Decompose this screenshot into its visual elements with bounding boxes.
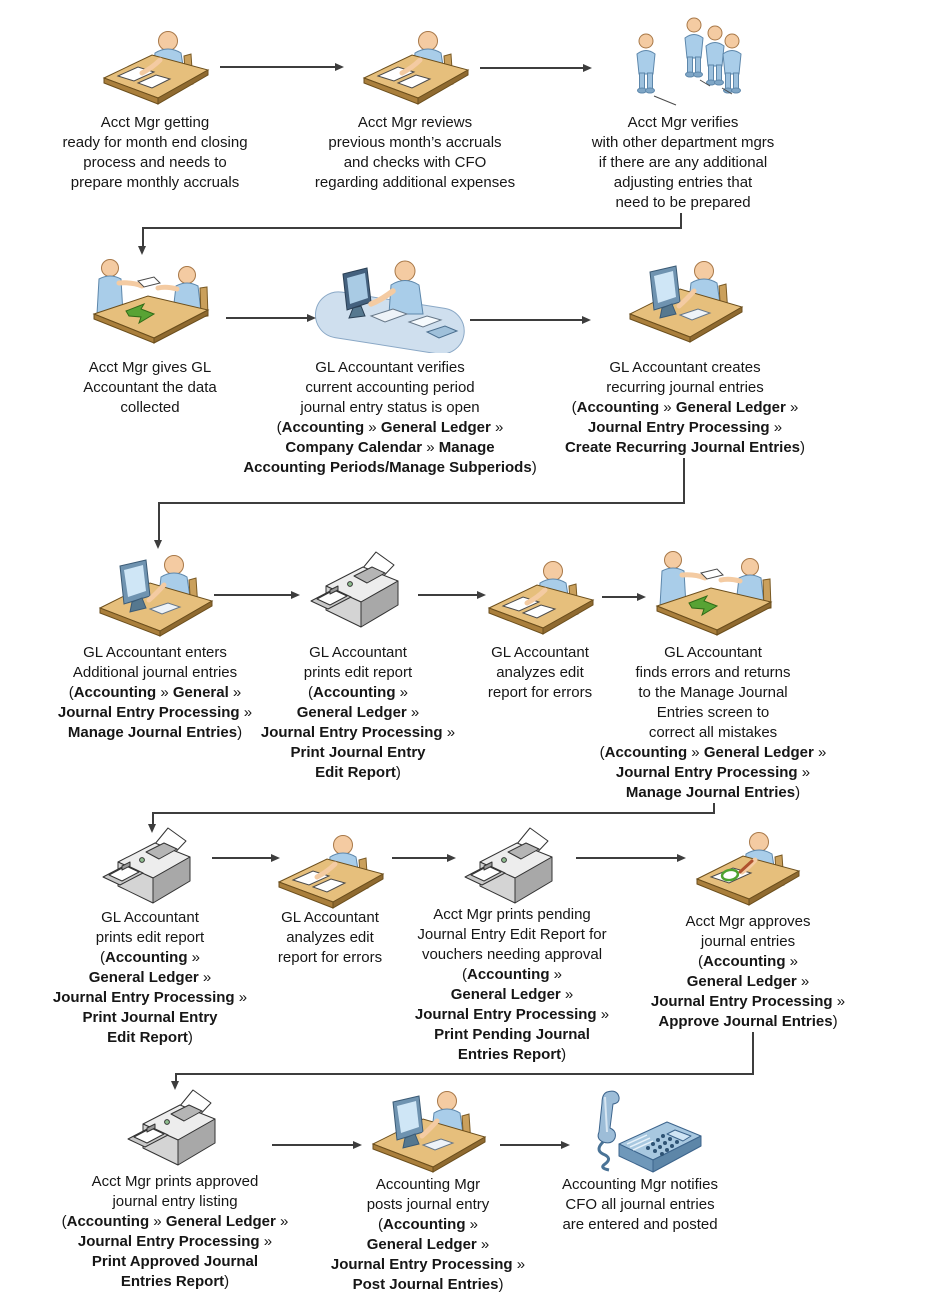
- flow-arrow: [226, 317, 308, 319]
- caption-line: (Accounting »: [461, 966, 562, 983]
- caption-line: Print Approved Journal: [91, 1253, 259, 1270]
- flow-arrow: [602, 596, 638, 598]
- caption-line: CFO all journal entries: [565, 1196, 715, 1213]
- step-caption: [558, 113, 808, 213]
- caption-line: (Accounting »: [377, 1216, 478, 1233]
- caption-line: Journal Entry Processing »: [650, 993, 846, 1010]
- caption-line: GL Accountant enters: [83, 644, 227, 661]
- person-at-computer-icon: [92, 552, 218, 640]
- caption-line: GL Accountant: [664, 644, 762, 661]
- caption-line: GL Accountant: [309, 644, 407, 661]
- caption-line: journal entry status is open: [300, 399, 480, 416]
- person-at-computer-icon: [365, 1088, 491, 1176]
- caption-line: Print Journal Entry: [290, 744, 426, 761]
- caption-line: GL Accountant: [491, 644, 589, 661]
- connector-arrowhead-icon: [154, 540, 162, 549]
- connector-horizontal: [158, 502, 685, 504]
- caption-line: GL Accountant verifies: [315, 359, 465, 376]
- telephone-icon: [575, 1088, 705, 1176]
- flow-arrow: [392, 857, 448, 859]
- caption-line: prepare monthly accruals: [70, 174, 240, 191]
- flow-arrowhead-icon: [561, 1141, 570, 1149]
- caption-line: Journal Entry Processing »: [587, 419, 783, 436]
- caption-line: Entries Report): [120, 1273, 230, 1290]
- caption-line: Journal Entry Processing »: [77, 1233, 273, 1250]
- caption-line: Journal Entry Processing »: [57, 704, 253, 721]
- flow-arrowhead-icon: [677, 854, 686, 862]
- caption-line: Journal Entry Processing »: [615, 764, 811, 781]
- caption-line: to the Manage Journal: [638, 684, 788, 701]
- caption-line: Entries Report): [457, 1046, 567, 1063]
- caption-line: Acct Mgr getting: [100, 114, 210, 131]
- caption-line: General Ledger »: [88, 969, 212, 986]
- caption-line: Manage Journal Entries): [625, 784, 801, 801]
- caption-line: prints edit report: [95, 929, 205, 946]
- printer-icon: [306, 548, 411, 638]
- caption-line: (Accounting » General Ledger »: [61, 1213, 289, 1230]
- caption-line: if there are any additional: [598, 154, 768, 171]
- connector-vertical: [713, 803, 715, 812]
- caption-line: recurring journal entries: [606, 379, 764, 396]
- caption-line: report for errors: [277, 949, 383, 966]
- flow-arrow: [470, 319, 583, 321]
- caption-line: Approve Journal Entries): [658, 1013, 838, 1030]
- caption-line: report for errors: [487, 684, 593, 701]
- caption-line: current accounting period: [305, 379, 475, 396]
- document-handoff-icon: [647, 548, 779, 642]
- flow-arrowhead-icon: [582, 316, 591, 324]
- caption-line: Accounting Mgr: [375, 1176, 481, 1193]
- caption-line: ready for month end closing: [62, 134, 248, 151]
- connector-horizontal: [142, 227, 682, 229]
- flow-arrowhead-icon: [335, 63, 344, 71]
- flow-arrowhead-icon: [583, 64, 592, 72]
- caption-line: Post Journal Entries): [352, 1276, 504, 1293]
- connector-horizontal: [175, 1073, 754, 1075]
- flow-arrow: [212, 857, 272, 859]
- person-at-desk-icon: [96, 28, 214, 106]
- flow-arrow: [576, 857, 678, 859]
- connector-arrowhead-icon: [171, 1081, 179, 1090]
- caption-line: Edit Report): [107, 1029, 193, 1046]
- caption-line: Acct Mgr verifies: [627, 114, 739, 131]
- step-caption: [30, 113, 280, 193]
- flow-arrow: [418, 594, 478, 596]
- caption-line: finds errors and returns: [635, 664, 791, 681]
- caption-line: Company Calendar » Manage: [285, 439, 495, 456]
- step-caption: [520, 1175, 760, 1235]
- caption-line: General Ledger »: [686, 973, 810, 990]
- caption-line: Acct Mgr gives GL: [88, 359, 212, 376]
- caption-line: are entered and posted: [562, 1216, 718, 1233]
- caption-line: posts journal entry: [366, 1196, 490, 1213]
- approval-desk-icon: [689, 830, 807, 908]
- step-caption: [377, 905, 647, 1065]
- caption-line: Journal Entry Edit Report for: [417, 926, 607, 943]
- caption-line: Acct Mgr prints pending: [433, 906, 591, 923]
- caption-line: process and needs to: [83, 154, 227, 171]
- caption-line: journal entry listing: [112, 1193, 238, 1210]
- step-caption: [25, 1172, 325, 1292]
- connector-vertical: [158, 502, 160, 541]
- caption-line: (Accounting » General Ledger »: [571, 399, 799, 416]
- caption-line: (Accounting » General »: [68, 684, 242, 701]
- caption-line: Print Journal Entry: [82, 1009, 218, 1026]
- flow-arrowhead-icon: [637, 593, 646, 601]
- caption-line: Journal Entry Processing »: [52, 989, 248, 1006]
- caption-line: Print Pending Journal: [434, 1026, 590, 1043]
- caption-line: GL Accountant: [101, 909, 199, 926]
- caption-line: Journal Entry Processing »: [260, 724, 456, 741]
- printer-icon: [123, 1086, 228, 1176]
- person-at-computer-icon: [622, 258, 748, 346]
- caption-line: vouchers needing approval: [421, 946, 603, 963]
- caption-line: Entries screen to: [656, 704, 770, 721]
- flow-arrow: [272, 1144, 354, 1146]
- caption-line: General Ledger »: [296, 704, 420, 721]
- caption-line: regarding additional expenses: [314, 174, 516, 191]
- flow-arrowhead-icon: [271, 854, 280, 862]
- step-caption: [35, 908, 265, 1048]
- step-caption: [285, 113, 545, 193]
- flow-arrow: [220, 66, 336, 68]
- connector-horizontal: [152, 812, 715, 814]
- person-at-workstation-icon: [309, 258, 471, 353]
- flow-arrowhead-icon: [447, 854, 456, 862]
- caption-line: journal entries: [700, 933, 796, 950]
- flow-arrow: [214, 594, 292, 596]
- flow-arrowhead-icon: [291, 591, 300, 599]
- caption-line: adjusting entries that: [613, 174, 753, 191]
- step-caption: [243, 643, 473, 783]
- caption-line: (Accounting » General Ledger »: [276, 419, 504, 436]
- caption-line: correct all mistakes: [648, 724, 778, 741]
- caption-line: prints edit report: [303, 664, 413, 681]
- caption-line: (Accounting »: [307, 684, 408, 701]
- caption-line: Acct Mgr reviews: [357, 114, 473, 131]
- caption-line: General Ledger »: [366, 1236, 490, 1253]
- document-handoff-icon: [84, 256, 216, 350]
- caption-line: Journal Entry Processing »: [414, 1006, 610, 1023]
- caption-line: analyzes edit: [286, 929, 374, 946]
- step-caption: [235, 358, 545, 478]
- caption-line: Acct Mgr approves: [685, 913, 811, 930]
- person-at-desk-icon: [356, 28, 474, 106]
- connector-vertical: [142, 227, 144, 247]
- caption-line: (Accounting »: [697, 953, 798, 970]
- caption-line: Create Recurring Journal Entries): [564, 439, 806, 456]
- printer-icon: [98, 824, 203, 914]
- caption-line: analyzes edit: [496, 664, 584, 681]
- caption-line: Additional journal entries: [72, 664, 238, 681]
- caption-line: Journal Entry Processing »: [330, 1256, 526, 1273]
- caption-line: GL Accountant creates: [609, 359, 761, 376]
- connector-vertical: [752, 1032, 754, 1073]
- flow-arrowhead-icon: [307, 314, 316, 322]
- flow-arrowhead-icon: [353, 1141, 362, 1149]
- connector-arrowhead-icon: [148, 824, 156, 833]
- caption-line: Accounting Periods/Manage Subperiods): [243, 459, 537, 476]
- people-group-icon: [620, 14, 746, 108]
- caption-line: Manage Journal Entries): [67, 724, 243, 741]
- person-at-desk-icon: [271, 832, 389, 910]
- caption-line: previous month’s accruals: [328, 134, 502, 151]
- caption-line: Accounting Mgr notifies: [562, 1176, 718, 1193]
- flow-arrowhead-icon: [477, 591, 486, 599]
- step-caption: [40, 358, 260, 418]
- step-caption: [628, 912, 868, 1032]
- caption-line: collected: [120, 399, 180, 416]
- printer-icon: [460, 824, 565, 914]
- connector-vertical: [680, 213, 682, 227]
- connector-arrowhead-icon: [138, 246, 146, 255]
- step-caption: [583, 643, 843, 803]
- caption-line: Edit Report): [315, 764, 401, 781]
- step-caption: [540, 358, 830, 458]
- caption-line: with other department mgrs: [591, 134, 775, 151]
- person-at-desk-icon: [481, 558, 599, 636]
- caption-line: Acct Mgr prints approved: [91, 1173, 259, 1190]
- caption-line: GL Accountant: [281, 909, 379, 926]
- connector-vertical: [683, 458, 685, 502]
- caption-line: (Accounting » General Ledger »: [599, 744, 827, 761]
- caption-line: General Ledger »: [450, 986, 574, 1003]
- flow-arrow: [480, 67, 584, 69]
- caption-line: need to be prepared: [615, 194, 751, 211]
- step-caption: [308, 1175, 548, 1295]
- caption-line: Accountant the data: [83, 379, 217, 396]
- caption-line: and checks with CFO: [343, 154, 487, 171]
- caption-line: (Accounting »: [99, 949, 200, 966]
- flow-arrow: [500, 1144, 562, 1146]
